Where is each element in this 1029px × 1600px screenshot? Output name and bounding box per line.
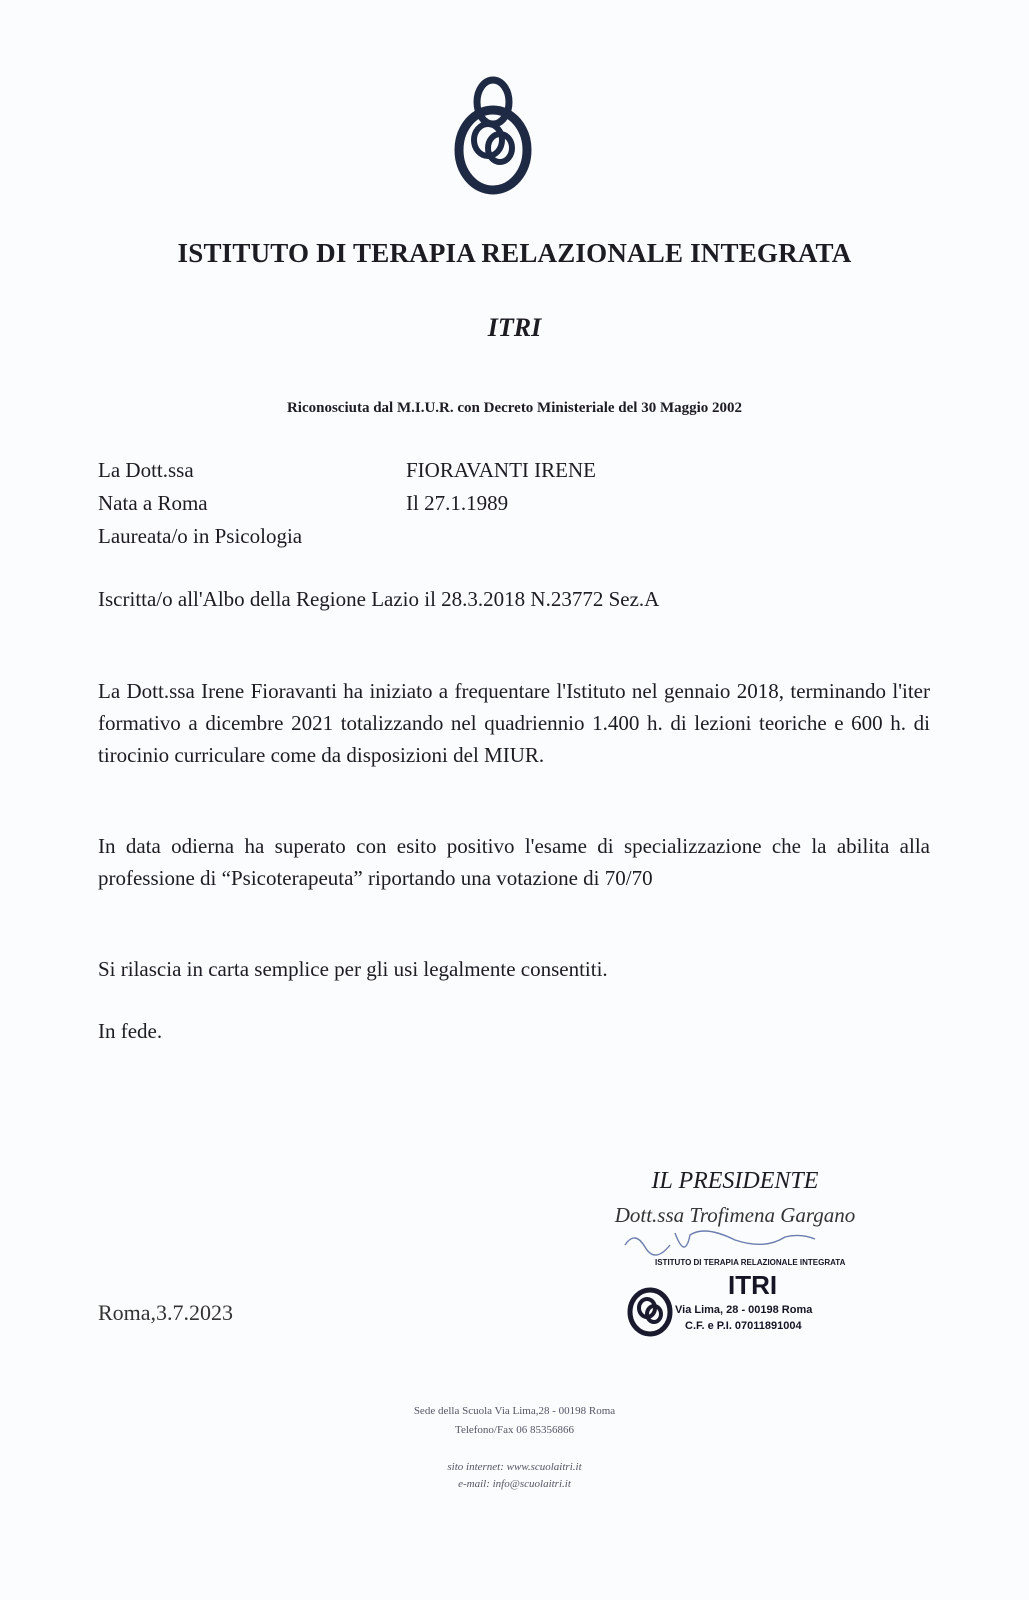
footer-phone: Telefono/Fax 06 85356866 bbox=[455, 1424, 574, 1436]
stamp-logo-icon bbox=[625, 1278, 675, 1338]
recognition-note: Riconosciuta dal M.I.U.R. con Decreto Ministeriale del 30 Maggio 2002 bbox=[286, 400, 743, 416]
footer-email: e-mail: info@scuolaitri.it bbox=[458, 1478, 571, 1490]
stamp-acronym: ITRI bbox=[728, 1270, 778, 1300]
place-date: Roma,3.7.2023 bbox=[98, 1300, 234, 1325]
stamp-address: Via Lima, 28 - 00198 Roma bbox=[675, 1304, 813, 1316]
stamp-tax-id: C.F. e P.I. 07011891004 bbox=[685, 1320, 802, 1332]
itri-logo-icon bbox=[448, 70, 538, 200]
paragraph-release: Si rilascia in carta semplice per gli usi legalmente consentiti. bbox=[98, 957, 608, 981]
birth-date: Il 27.1.1989 bbox=[406, 491, 509, 515]
closing: In fede. bbox=[98, 1019, 163, 1043]
paragraph-training: La Dott.ssa Irene Fioravanti ha iniziato a frequentare l'Istituto nel gennaio 2018, terminando l'iter formativo a dicembre 2021 totalizzando nel quadriennio 1.400 h. di lezioni teoriche e 600 h. di tirocinio curriculare come da disposizioni del MIUR. bbox=[98, 679, 930, 767]
institute-acronym: ITRI bbox=[487, 313, 542, 342]
signature-name: Dott.ssa Trofimena Gargano bbox=[614, 1203, 856, 1227]
footer-website: sito internet: www.scuolaitri.it bbox=[447, 1461, 582, 1473]
birth-place: Nata a Roma bbox=[98, 491, 208, 515]
institute-stamp bbox=[630, 1258, 880, 1348]
registration: Iscritta/o all'Albo della Regione Lazio il 28.3.2018 N.23772 Sez.A bbox=[98, 587, 660, 611]
paragraph-exam: In data odierna ha superato con esito positivo l'esame di specializzazione che la abilita alla professione di “Psicoterapeuta” riportando una votazione di 70/70 bbox=[98, 834, 930, 890]
institute-name: ISTITUTO DI TERAPIA RELAZIONALE INTEGRATA bbox=[177, 238, 852, 268]
degree: Laureata/o in Psicologia bbox=[98, 524, 303, 548]
footer-address: Sede della Scuola Via Lima,28 - 00198 Roma bbox=[413, 1405, 616, 1417]
signature-role: IL PRESIDENTE bbox=[651, 1168, 819, 1194]
title-label: La Dott.ssa bbox=[98, 458, 194, 482]
stamp-institute: ISTITUTO DI TERAPIA RELAZIONALE INTEGRATA bbox=[655, 1258, 846, 1267]
person-name: FIORAVANTI IRENE bbox=[406, 458, 596, 482]
